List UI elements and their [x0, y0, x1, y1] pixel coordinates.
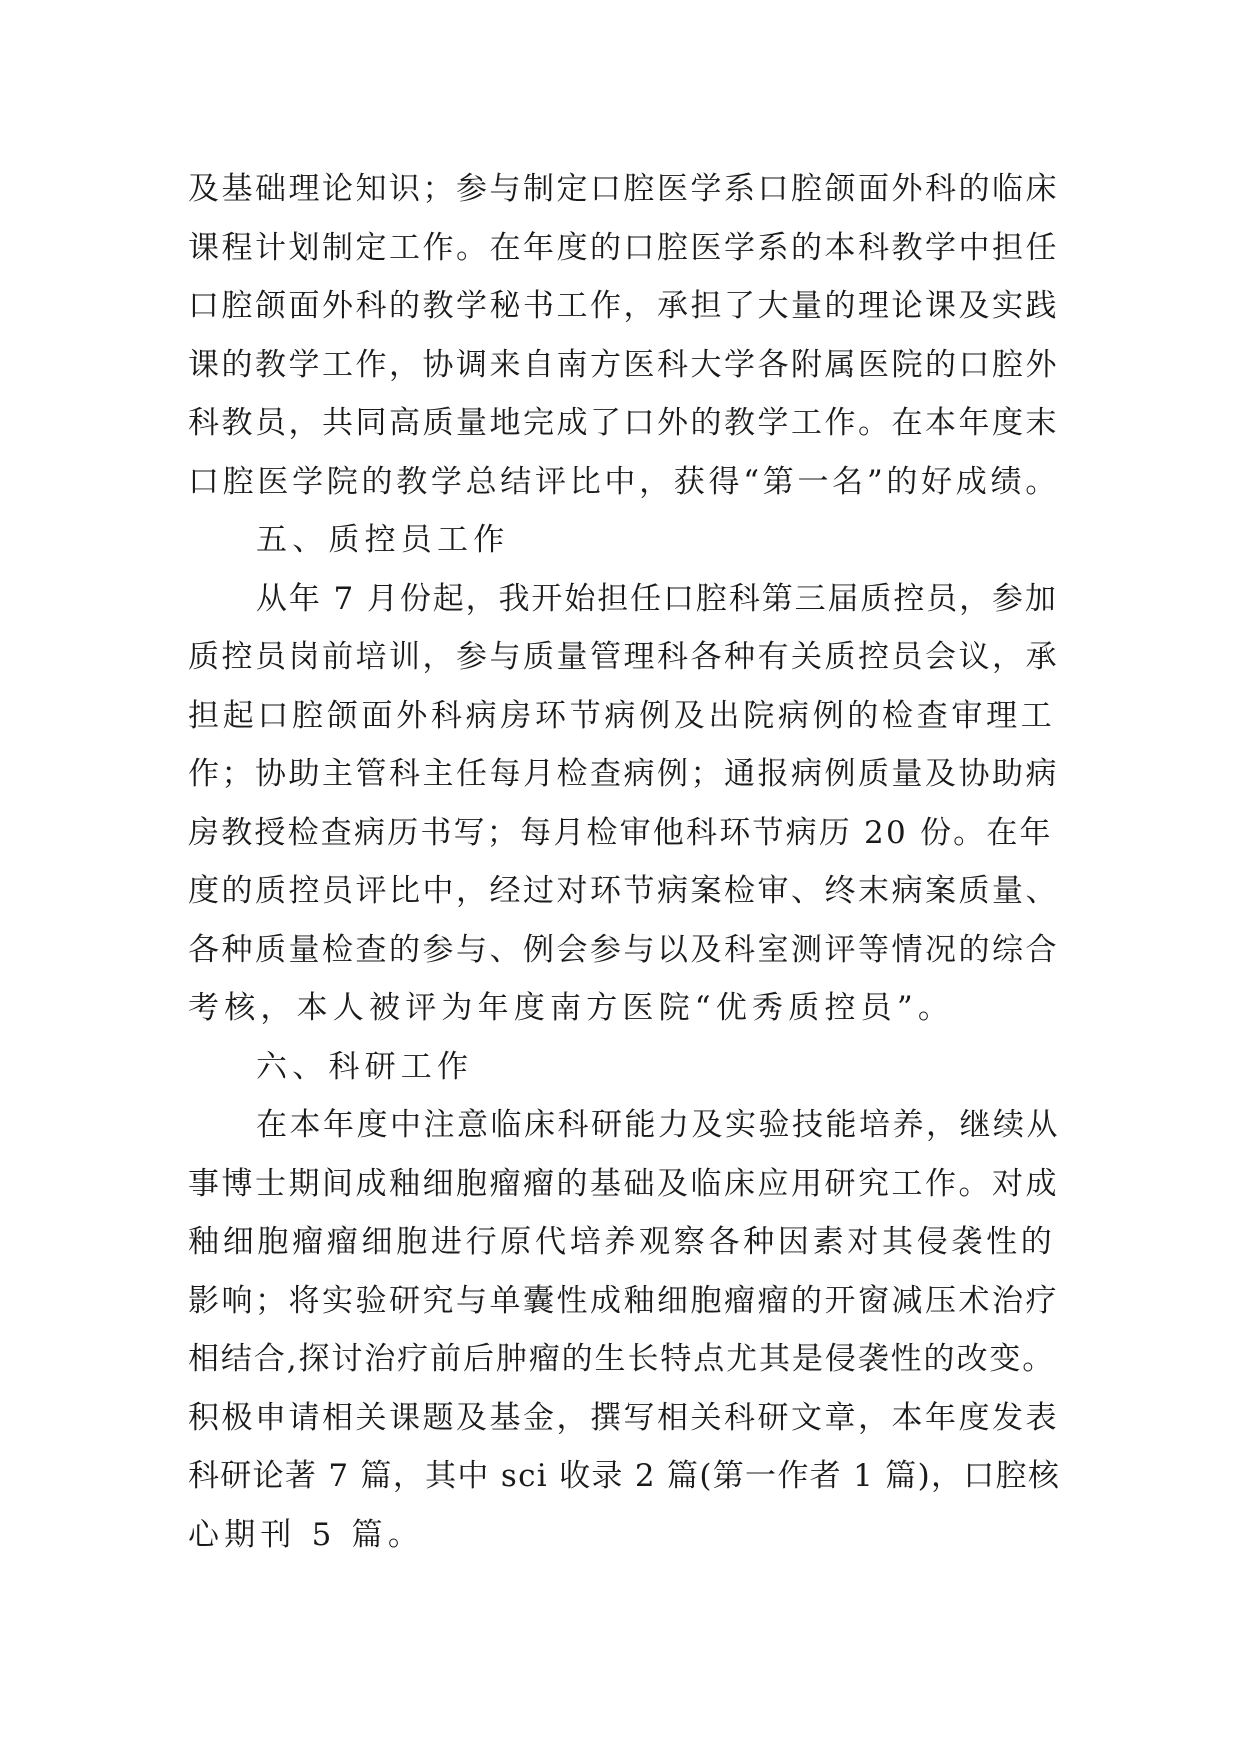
paragraph-first-line: 五、质控员工作 — [256, 522, 510, 558]
document-body — [188, 160, 1060, 1564]
paragraph-line: 房教授检查病历书写；每月检审他科环节病历 20 份。在年 — [188, 814, 1053, 851]
paragraph-line: 口腔颌面外科的教学秘书工作，承担了大量的理论课及实践 — [188, 288, 1059, 324]
paragraph-first-line: 从年 7 月份起，我开始担任口腔科第三届质控员，参加 — [256, 580, 1058, 617]
paragraph-line: 口腔医学院的教学总结评比中，获得“第一名”的好成绩。 — [188, 463, 1060, 500]
paragraph-first-line: 在本年度中注意临床科研能力及实验技能培养，继续从 — [256, 1107, 1060, 1143]
paragraph-line: 课的教学工作，协调来自南方医科大学各附属医院的口腔外 — [188, 346, 1059, 383]
paragraph-line: 科研论著 7 篇，其中 sci 收录 2 篇(第一作者 1 篇)，口腔核 — [188, 1458, 1061, 1494]
paragraph-line: 心期刊 5 篇。 — [188, 1516, 425, 1553]
paragraph-first-line: 六、科研工作 — [256, 1048, 474, 1085]
paragraph-line: 考核，本人被评为年度南方医院“优秀质控员”。 — [188, 990, 955, 1026]
paragraph-line: 科教员，共同高质量地完成了口外的教学工作。在本年度末 — [188, 405, 1059, 441]
paragraph-line: 作；协助主管科主任每月检查病例；通报病例质量及协助病 — [188, 756, 1059, 792]
paragraph-line: 影响；将实验研究与单囊性成釉细胞瘤瘤的开窗减压术治疗 — [188, 1282, 1059, 1319]
paragraph-line: 度的质控员评比中，经过对环节病案检审、终末病案质量、 — [188, 873, 1059, 909]
paragraph-line: 质控员岗前培训，参与质量管理科各种有关质控员会议，承 — [188, 639, 1059, 675]
paragraph-line: 事博士期间成釉细胞瘤瘤的基础及临床应用研究工作。对成 — [188, 1165, 1059, 1202]
paragraph-line: 课程计划制定工作。在年度的口腔医学系的本科教学中担任 — [188, 229, 1059, 266]
paragraph-line: 釉细胞瘤瘤细胞进行原代培养观察各种因素对其侵袭性的 — [188, 1224, 1056, 1260]
paragraph-line: 担起口腔颌面外科病房环节病例及出院病例的检查审理工 — [188, 697, 1056, 734]
paragraph-line: 积极申请相关课题及基金，撰写相关科研文章，本年度发表 — [188, 1399, 1059, 1436]
paragraph-line: 各种质量检查的参与、例会参与以及科室测评等情况的综合 — [188, 931, 1059, 968]
paragraph-line: 及基础理论知识；参与制定口腔医学系口腔颌面外科的临床 — [188, 171, 1059, 207]
paragraph-line: 相结合,探讨治疗前后肿瘤的生长特点尤其是侵袭性的改变。 — [188, 1341, 1056, 1377]
